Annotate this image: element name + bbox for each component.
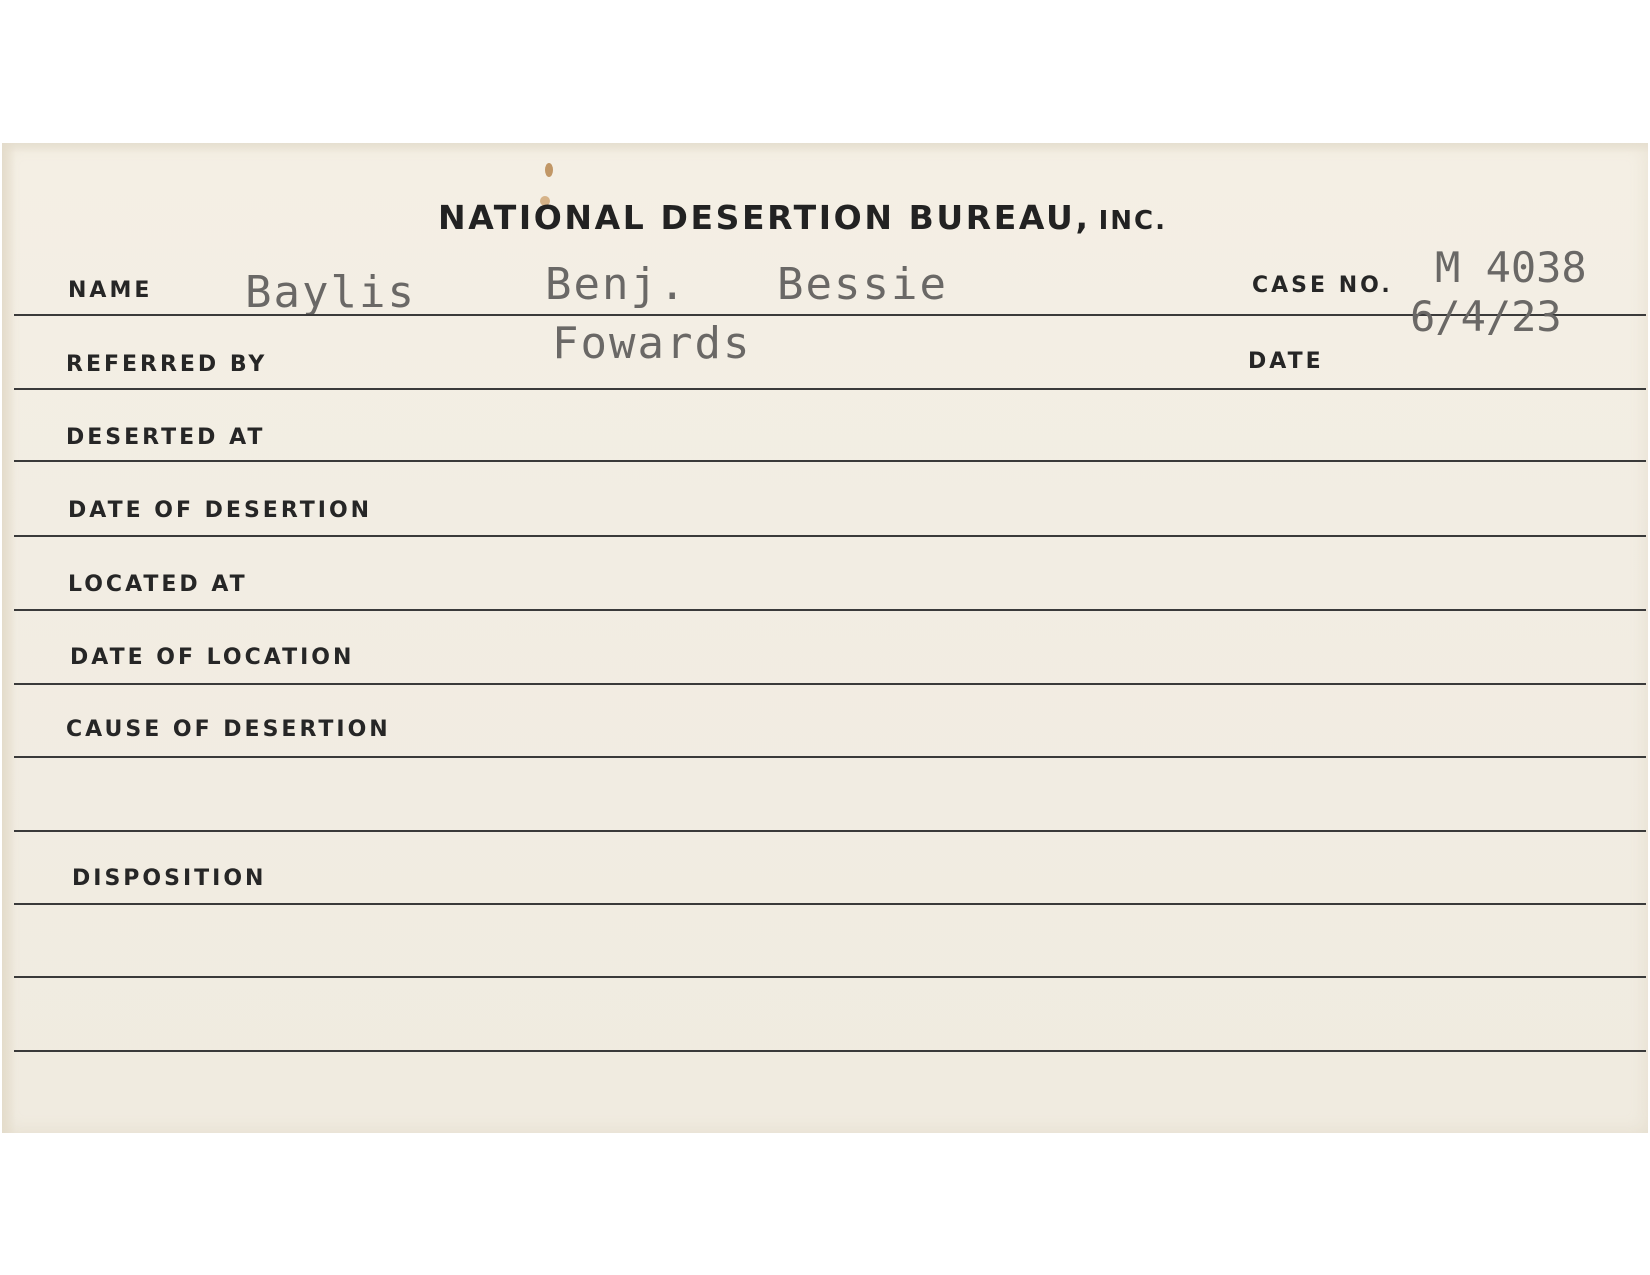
card-top-edge (2, 143, 1648, 153)
card-heading (438, 198, 1167, 237)
date-of-location-rule (14, 683, 1646, 685)
name-given-2: Bessie (777, 259, 948, 310)
name-surname: Baylis (245, 267, 416, 318)
date-of-desertion-rule (14, 535, 1646, 537)
referred-by-label: REFERRED BY (66, 352, 268, 377)
case-no-value: M 4038 (1435, 243, 1587, 292)
heading-title: NATIONAL DESERTION BUREAU, (438, 198, 1091, 237)
referred-by-rule (14, 388, 1646, 390)
date-of-location-label: DATE OF LOCATION (70, 645, 355, 670)
name-label: NAME (68, 278, 153, 303)
referred-by-value: Fowards (552, 318, 752, 369)
paper-stain (545, 163, 553, 177)
disposition-rule (14, 903, 1646, 905)
disposition-label: DISPOSITION (72, 866, 267, 891)
name-given-1: Benj. (545, 259, 688, 310)
card-left-edge (2, 143, 16, 1133)
date-label: DATE (1248, 349, 1324, 374)
deserted-at-rule (14, 460, 1646, 462)
cause-of-desertion-rule (14, 756, 1646, 758)
deserted-at-label: DESERTED AT (66, 425, 266, 450)
heading-suffix: INC. (1098, 206, 1167, 236)
disposition-rule-2 (14, 976, 1646, 978)
disposition-rule-3 (14, 1050, 1646, 1052)
name-rule (14, 314, 1646, 316)
cause-of-desertion-label: CAUSE OF DESERTION (66, 717, 391, 742)
date-value: 6/4/23 (1410, 292, 1562, 341)
located-at-rule (14, 609, 1646, 611)
case-no-label: CASE NO. (1252, 273, 1393, 298)
cause-of-desertion-rule-2 (14, 830, 1646, 832)
date-of-desertion-label: DATE OF DESERTION (68, 498, 373, 523)
located-at-label: LOCATED AT (68, 572, 248, 597)
